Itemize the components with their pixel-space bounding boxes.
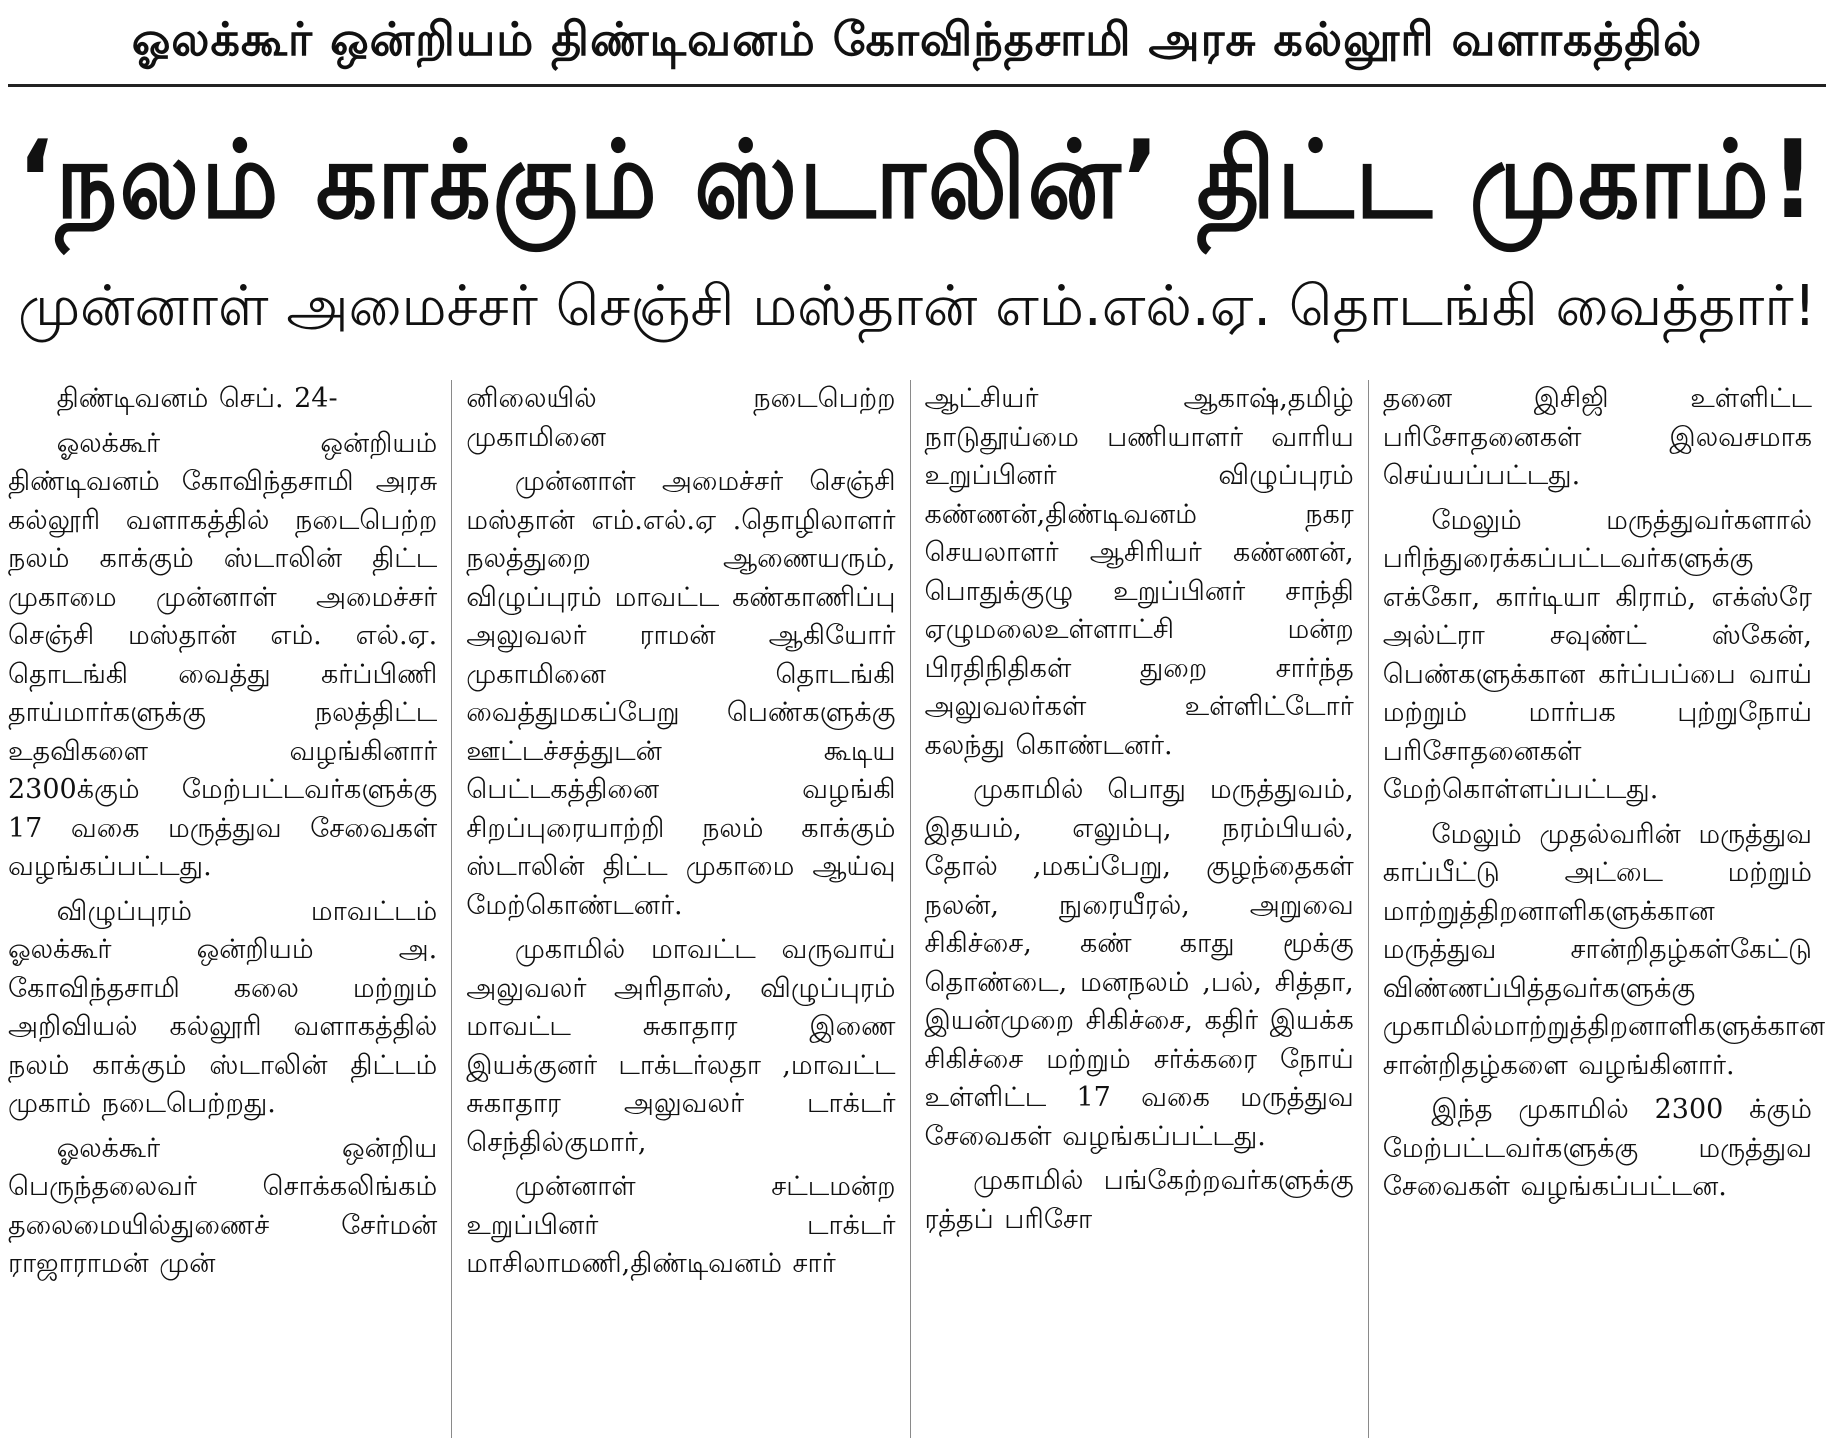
subheadline: முன்னாள் அமைச்சர் செஞ்சி மஸ்தான் எம்.எல்.ஏ. தொடங்கி வைத்தார்! — [17, 274, 1817, 339]
dateline: திண்டிவனம் செப். 24- — [56, 383, 338, 414]
article-column-1 — [8, 380, 451, 1438]
article-paragraph: முன்னாள் அமைச்சர் செஞ்சி மஸ்தான் எம்.எல்.ஏ .தொழிலாளர் நலத்துறை ஆணையரும், விழுப்புரம் மாவட்ட கண்காணிப்பு அலுவலர் ராமன் ஆகியோர் முகாமினை தொடங்கி வைத்துமகப்பேறு பெண்களுக்கு ஊட்டச்சத்துடன் கூடிய பெட்டகத்தினை வழங்கி சிறப்புரையாற்றி நலம் காக்கும் ஸ்டாலின் திட்ட முகாமை ஆய்வு மேற்கொண்டனர். — [466, 466, 896, 921]
headline: ‘நலம் காக்கும் ஸ்டாலின்’ திட்ட முகாம்! — [17, 117, 1817, 243]
kicker-divider — [8, 84, 1826, 87]
article-body — [8, 380, 1826, 1438]
article-paragraph: ஓலக்கூர் ஒன்றியம் திண்டிவனம் கோவிந்தசாமி அரசு கல்லூரி வளாகத்தில் நடைபெற்ற நலம் காக்கும் ஸ்டாலின் திட்ட முகாமை முன்னாள் அமைச்சர் செஞ்சி மஸ்தான் எம். எல்.ஏ. தொடங்கி வைத்து கர்ப்பிணி தாய்மார்களுக்கு நலத்திட்ட உதவிகளை வழங்கினார் 2300க்கும் மேற்பட்டவர்களுக்கு 17 வகை மருத்துவ சேவைகள் வழங்கப்பட்டது. — [8, 427, 438, 882]
article-paragraph: முகாமில் பங்கேற்றவர்களுக்கு ரத்தப் பரிசோ — [924, 1165, 1354, 1235]
kicker-line: ஓலக்கூர் ஒன்றியம் திண்டிவனம் கோவிந்தசாமி அரசு கல்லூரி வளாகத்தில் — [131, 11, 1703, 66]
article-paragraph: இந்த முகாமில் 2300 க்கும் மேற்பட்டவர்களுக்கு மருத்துவ சேவைகள் வழங்கப்பட்டன. — [1382, 1094, 1812, 1202]
article-paragraph: ஆட்சியர் ஆகாஷ்,தமிழ் நாடுதூய்மை பணியாளர் வாரிய உறுப்பினர் விழுப்புரம் கண்ணன்,திண்டிவனம் நகர செயலாளர் ஆசிரியர் கண்ணன், பொதுக்குழு உறுப்பினர் சாந்தி ஏழுமலைஉள்ளாட்சி மன்ற பிரதிநிதிகள் துறை சார்ந்த அலுவலர்கள் உள்ளிட்டோர் கலந்து கொண்டனர். — [924, 383, 1354, 761]
article-column-2 — [451, 380, 909, 1438]
article-paragraph: முகாமில் மாவட்ட வருவாய் அலுவலர் அரிதாஸ், விழுப்புரம் மாவட்ட சுகாதார இணை இயக்குனர் டாக்டர்லதா ,மாவட்ட சுகாதார அலுவலர் டாக்டர் செந்தில்குமார், — [466, 934, 896, 1158]
article-paragraph: னிலையில் நடைபெற்ற முகாமினை — [466, 383, 896, 453]
article-paragraph: முகாமில் பொது மருத்துவம், இதயம், எலும்பு, நரம்பியல், தோல் ,மகப்பேறு, குழந்தைகள் நலன், நுரையீரல், அறுவை சிகிச்சை, கண் காது மூக்கு தொண்டை, மனநலம் ,பல், சித்தா, இயன்முறை சிகிச்சை, கதிர் இயக்க சிகிச்சை மற்றும் சர்க்கரை நோய் உள்ளிட்ட 17 வகை மருத்துவ சேவைகள் வழங்கப்பட்டது. — [924, 774, 1354, 1152]
article-paragraph: தனை இசிஜி உள்ளிட்ட பரிசோதனைகள் இலவசமாக செய்யப்பட்டது. — [1382, 383, 1812, 491]
article-column-4 — [1368, 380, 1826, 1438]
article-paragraph: மேலும் மருத்துவர்களால் பரிந்துரைக்கப்பட்டவர்களுக்கு எக்கோ, கார்டியா கிராம், எக்ஸ்ரே அல்ட்ரா சவுண்ட் ஸ்கேன், பெண்களுக்கான கர்ப்பப்பை வாய் மற்றும் மார்பக புற்றுநோய் பரிசோதனைகள் மேற்கொள்ளப்பட்டது. — [1382, 504, 1812, 805]
article-paragraph: மேலும் முதல்வரின் மருத்துவ காப்பீட்டு அட்டை மற்றும் மாற்றுத்திறனாளிகளுக்கான மருத்துவ சான்றிதழ்கள்கேட்டு விண்ணப்பித்தவர்களுக்கு முகாமில்மாற்றுத்திறனாளிகளுக்கான சான்றிதழ்களை வழங்கினார். — [1382, 818, 1826, 1081]
article-paragraph: முன்னாள் சட்டமன்ற உறுப்பினர் டாக்டர் மாசிலாமணி,திண்டிவனம் சார் — [466, 1171, 896, 1279]
article-paragraph: விழுப்புரம் மாவட்டம் ஓலக்கூர் ஒன்றியம் அ. கோவிந்தசாமி கலை மற்றும் அறிவியல் கல்லூரி வளாகத்தில் நலம் காக்கும் ஸ்டாலின் திட்டம் முகாம் நடைபெற்றது. — [8, 895, 438, 1119]
article-paragraph: ஓலக்கூர் ஒன்றிய பெருந்தலைவர் சொக்கலிங்கம் தலைமையில்துணைச் சேர்மன் ராஜாராமன் முன் — [8, 1132, 438, 1279]
article-column-3 — [910, 380, 1368, 1438]
